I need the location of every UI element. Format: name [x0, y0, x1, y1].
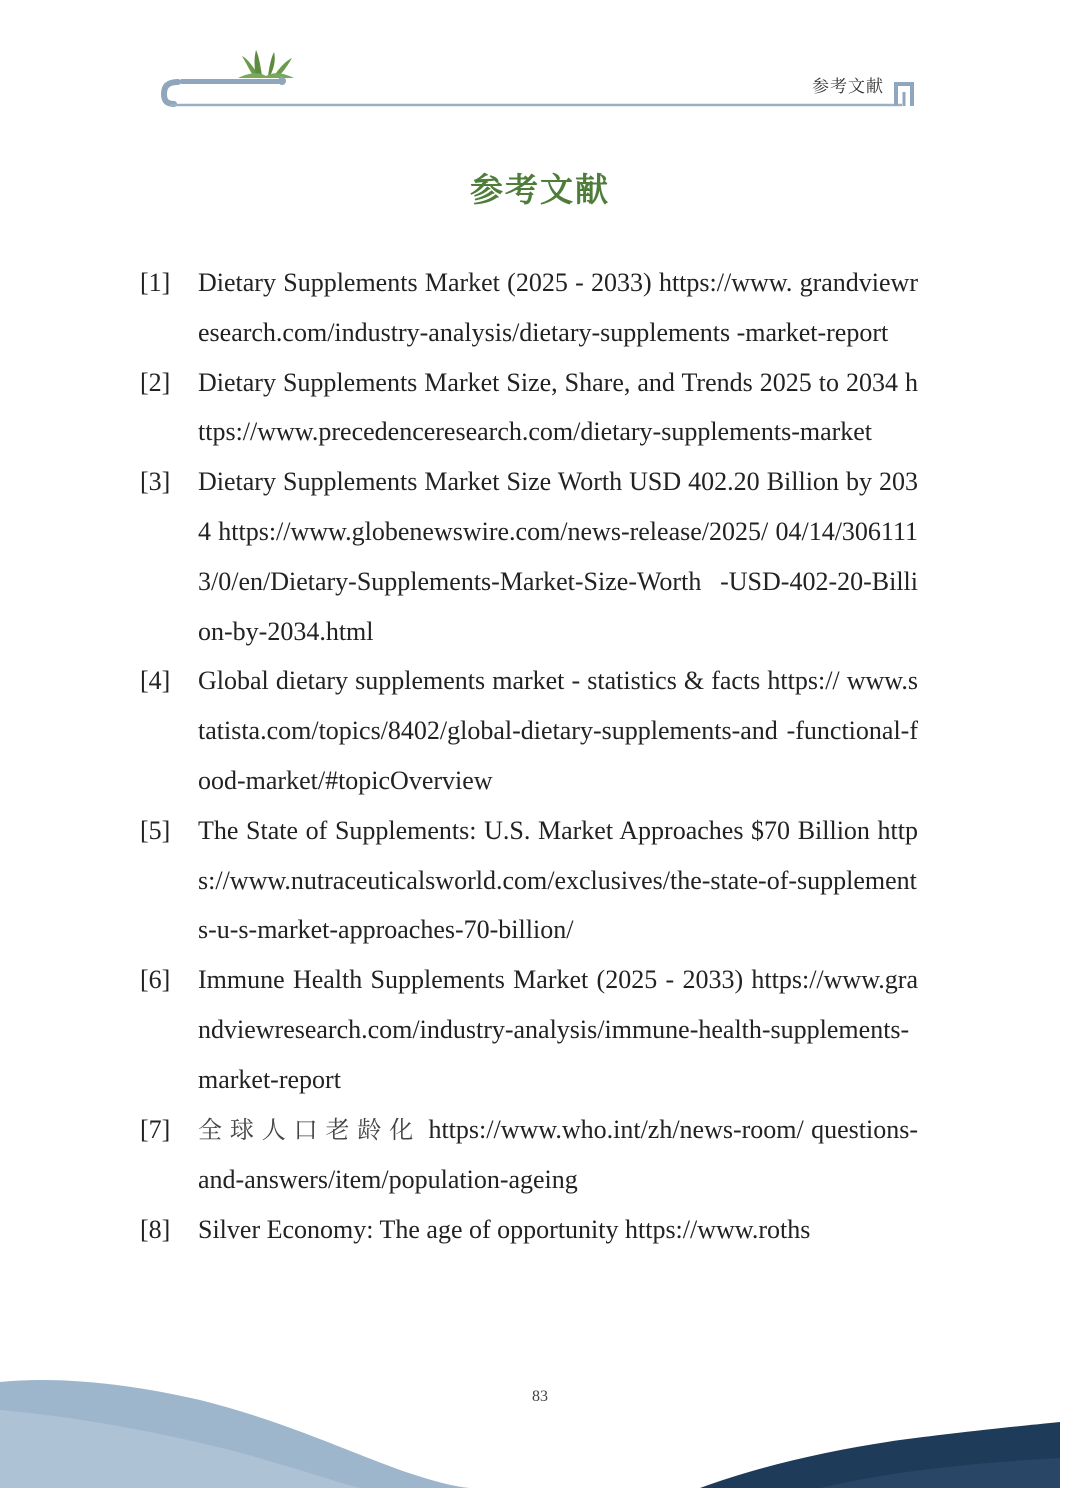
reference-text: Immune Health Supplements Market (2025 - 2033) https://www.grandviewresearch.com/industry-analysis/immune-health-supplements-market-report — [198, 965, 918, 1094]
reference-text — [198, 1105, 918, 1206]
reference-item — [140, 656, 918, 805]
reference-item — [140, 806, 918, 955]
reference-number: [8] — [140, 1215, 171, 1245]
reference-number: [4] — [140, 666, 171, 696]
reference-text: Silver Economy: The age of opportunity https://www.roths — [198, 1215, 811, 1245]
reference-number: [3] — [140, 467, 171, 497]
reference-item — [140, 258, 918, 358]
reference-item — [140, 955, 918, 1104]
reference-number: [1] — [140, 268, 171, 297]
page-number: 83 — [532, 1388, 548, 1405]
reference-text: Dietary Supplements Market Size, Share, and Trends 2025 to 2034 https://www.precedenceresearch.com/dietary-supplements-market — [198, 367, 918, 447]
reference-item — [140, 1105, 918, 1206]
reference-text: Dietary Supplements Market (2025 - 2033) https://www. grandviewresearch.com/industry-analysis/dietary-supplements -market-report — [198, 268, 918, 347]
reference-text-chinese: 全球人口老龄化 — [198, 1115, 422, 1144]
reference-text: The State of Supplements: U.S. Market Approaches $70 Billion https://www.nutraceuticalsworld.com/exclusives/the-state-of-supplements-u-s-market-approaches-70-billion/ — [198, 815, 918, 945]
reference-list — [140, 258, 918, 1255]
reference-number: [5] — [140, 815, 171, 845]
reference-text: Global dietary supplements market - statistics & facts https:// www.statista.com/topics/8402/global-dietary-supplements-and -functional-food-market/#topicOverview — [198, 666, 918, 795]
reference-number: [6] — [140, 965, 171, 995]
reference-number: [7] — [140, 1114, 171, 1144]
reference-item — [140, 358, 918, 458]
reference-item — [140, 1205, 918, 1255]
reference-text: Dietary Supplements Market Size Worth USD 402.20 Billion by 2034 https://www.globenewswire.com/news-release/2025/ 04/14/3061113/0/en/Dietary-Supplements-Market-Size-Worth -USD-402-20-Billion-by-2034.html — [198, 467, 918, 646]
reference-number: [2] — [140, 367, 171, 397]
reference-url: https://www.who.int/zh/news-room/ questions-and-answers/item/population-ageing — [198, 1114, 919, 1195]
reference-item — [140, 457, 918, 656]
header-section-title: 参考文献 — [812, 77, 884, 96]
lotus-icon — [238, 50, 294, 78]
page-title: 参考文献 — [470, 173, 610, 209]
